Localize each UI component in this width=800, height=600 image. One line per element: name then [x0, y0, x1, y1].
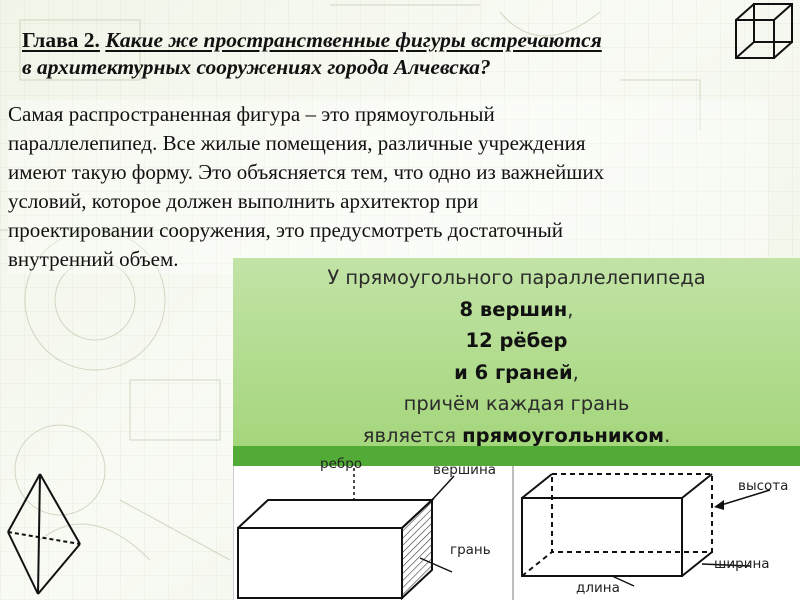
green-divider-strip [233, 446, 800, 466]
vertex-pointer [432, 476, 454, 500]
body-line: параллелепипед. Все жилые помещения, различные учреждения [8, 131, 586, 155]
body-line: Самая распространенная фигура – это прямоугольный [8, 102, 495, 126]
card-line2-punct: , [567, 297, 574, 321]
body-line: внутренний объем. [8, 247, 179, 271]
body-line: проектировании сооружения, это предусмотреть достаточный [8, 218, 564, 242]
title-question-line2: в архитектурных сооружениях города Алчевска? [22, 55, 491, 79]
body-line: условий, которое должен выполнить архитектор при [8, 189, 479, 213]
card-line2 [233, 294, 800, 326]
card-line5: причём каждая грань [403, 392, 630, 415]
edges-count: 12 рёбер [465, 329, 568, 352]
vertices-count: 8 вершин [459, 297, 568, 321]
edge-label: ребро [320, 456, 363, 472]
card-line4-punct: , [572, 360, 579, 384]
chapter-label: Глава 2. [22, 28, 100, 52]
title-question-line1: Какие же пространственные фигуры встречаются [105, 28, 602, 52]
card-line6-punct: . [664, 423, 671, 447]
rectangle-word: прямоугольником [462, 423, 665, 447]
box-diagram-left [234, 466, 512, 600]
vertex-label: вершина [433, 462, 497, 478]
pyramid-wireframe-icon [2, 470, 84, 598]
width-label: ширина [714, 556, 770, 572]
body-paragraph [8, 100, 768, 274]
face-label: грань [450, 542, 491, 558]
body-line: имеют такую форму. Это объясняется тем, что одно из важнейших [8, 160, 605, 184]
faces-count: и 6 граней [454, 360, 573, 384]
card-line4 [233, 357, 800, 389]
length-label: длина [576, 580, 620, 596]
slide-title [22, 27, 742, 81]
card-line6-pre: является [362, 423, 463, 447]
box-diagrams [233, 456, 800, 600]
parallelepiped-info-card [233, 258, 800, 600]
height-label: высота [738, 478, 789, 494]
card-line3 [233, 325, 800, 357]
card-line1: У прямоугольного параллелепипеда [327, 266, 706, 289]
card-text-panel [233, 258, 800, 446]
